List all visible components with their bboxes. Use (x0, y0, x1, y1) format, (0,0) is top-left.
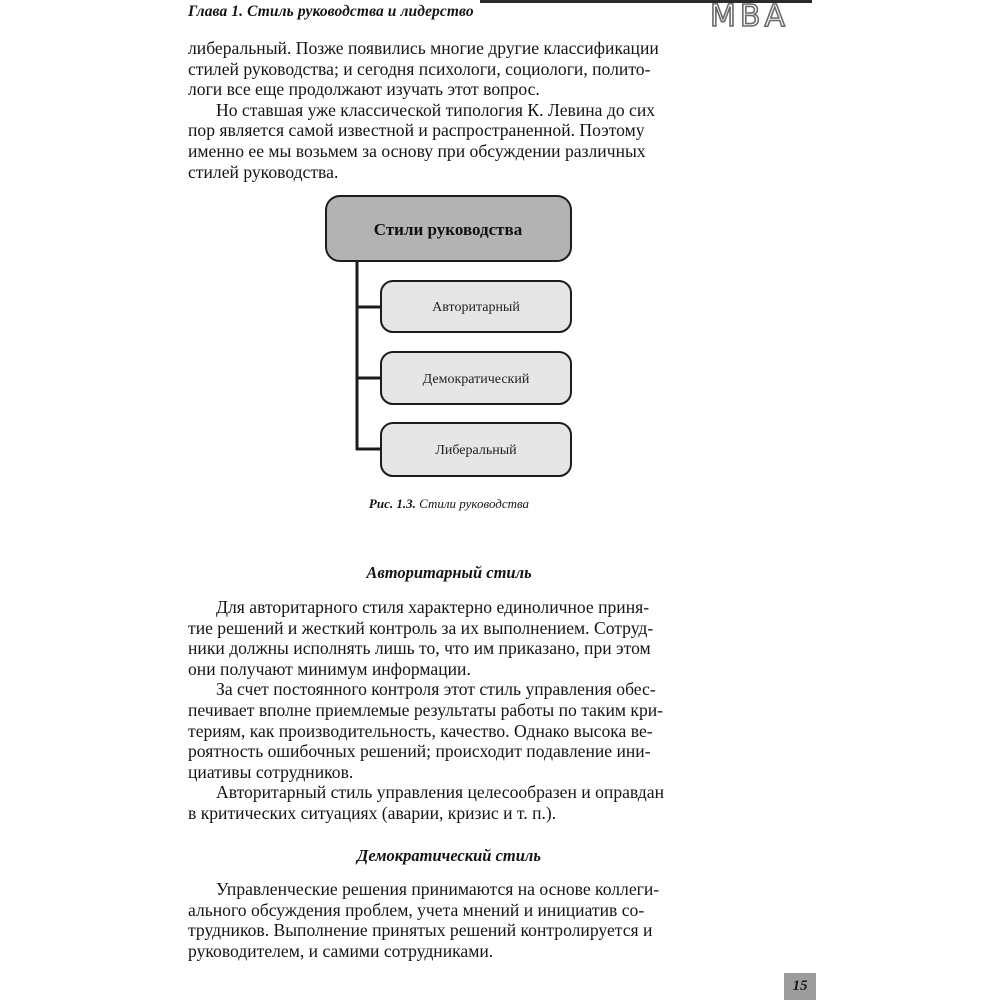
text-line: они получают минимум информации. (188, 658, 471, 679)
text-line: печивает вполне приемлемые результаты работы по таким кри- (188, 699, 664, 720)
text-line: Управленческие решения принимаются на основе коллеги- (216, 879, 660, 899)
text-line: териям, как производительность, качество. Однако высока ве- (188, 720, 653, 741)
page-number: 15 (784, 973, 816, 1000)
text-line: логи все еще продолжают изучать этот вопрос. (188, 79, 540, 100)
text-line: тие решений и жесткий контроль за их выполнением. Сотруд- (188, 617, 654, 638)
text-line: стилей руководства. (188, 161, 339, 182)
figure-caption-label: Рис. 1.3. (368, 496, 416, 511)
text-line: стилей руководства; и сегодня психологи, социологи, полито- (188, 58, 651, 79)
democratic-heading: Демократический стиль (357, 846, 541, 865)
text-line: руководителем, и самими сотрудниками. (188, 940, 494, 961)
text-line: в критических ситуациях (аварии, кризис и т. п.). (188, 802, 557, 823)
mba-logo: MBA (710, 0, 789, 34)
text-line: Авторитарный стиль управления целесообразен и оправдан (216, 782, 664, 803)
figure-caption (188, 496, 710, 512)
text-line: Но ставшая уже классической типология К. Левина до сих (216, 99, 656, 120)
diagram-root-label: Стили руководства (373, 220, 523, 239)
text-line: Для авторитарного стиля характерно единоличное приня- (216, 597, 650, 617)
text-line: ального обсуждения проблем, учета мнений и инициатив со- (188, 899, 645, 920)
diagram-child-label: Либеральный (435, 443, 517, 458)
democratic-text (188, 879, 710, 961)
text-line: роятность ошибочных решений; происходит подавление ини- (188, 741, 651, 762)
text-line: ники должны исполнять лишь то, что им приказано, при этом (188, 638, 651, 659)
text-line: циативы сотрудников. (188, 761, 354, 782)
text-line: либеральный. Позже появились многие другие классификации (188, 38, 659, 58)
democratic-paragraph-1 (188, 879, 710, 961)
authoritarian-text (188, 597, 710, 824)
text-line: пор является самой известной и распространенной. Поэтому (188, 120, 645, 141)
authoritarian-heading: Авторитарный стиль (366, 563, 532, 582)
authoritarian-paragraph-1 (188, 597, 710, 679)
chapter-running-header: Глава 1. Стиль руководства и лидерство (188, 3, 474, 20)
text-line: За счет постоянного контроля этот стиль управления обес- (216, 679, 656, 700)
text-line: именно ее мы возьмем за основу при обсуждении различных (188, 140, 646, 161)
authoritarian-paragraph-2 (188, 679, 710, 782)
diagram-child-label: Демократический (422, 372, 530, 387)
figure-caption-text: Стили руководства (419, 496, 530, 511)
authoritarian-paragraph-3 (188, 782, 710, 823)
text-line: трудников. Выполнение принятых решений контролируется и (188, 920, 653, 941)
diagram-child-label: Авторитарный (432, 300, 520, 315)
